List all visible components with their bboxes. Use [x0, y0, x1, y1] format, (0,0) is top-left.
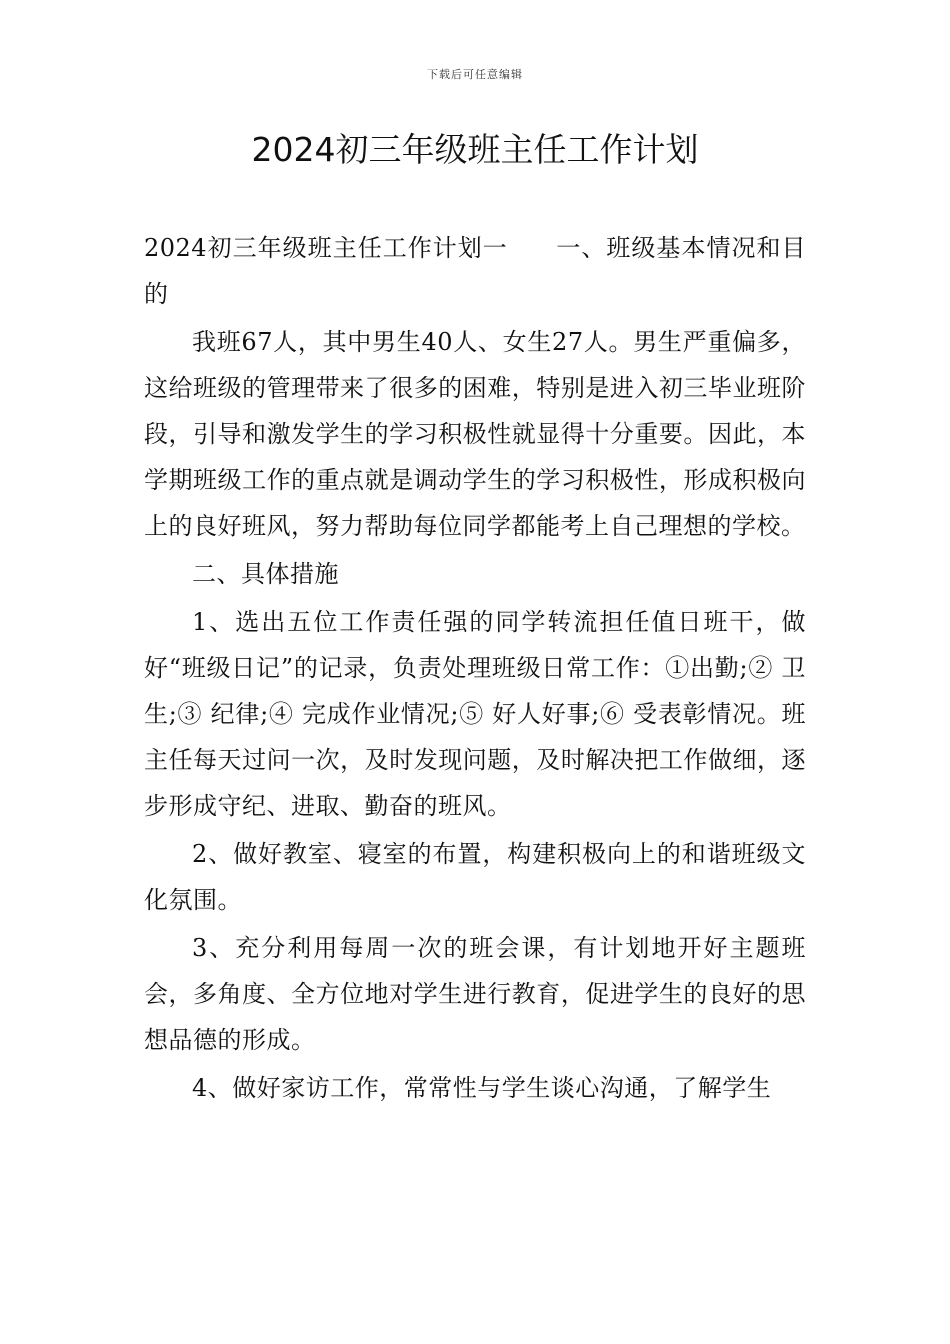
measure-item-4: 4、做好家访工作，常常性与学生谈心沟通，了解学生	[192, 1074, 772, 1102]
class-situation-paragraph: 我班67人，其中男生40人、女生27人。男生严重偏多，这给班级的管理带来了很多的困难，特别是进入初三毕业班阶段，引导和激发学生的学习积极性就显得十分重要。因此，本学期班级工作的重点就是调动学生的学习积极性，形成积极向上的良好班风，努力帮助每位同学都能考上自己理想的学校。	[144, 328, 806, 540]
measures-heading: 二、具体措施	[192, 560, 339, 588]
document-title: 2024初三年级班主任工作计划	[251, 130, 699, 169]
intro-heading: 一、班级基本情况和目的	[144, 234, 807, 308]
intro-lead: 2024初三年级班主任工作计划一	[144, 234, 508, 262]
measure-item-1: 1、选出五位工作责任强的同学转流担任值日班干，做好“班级日记”的记录，负责处理班级日常工作：①出勤;② 卫生;③ 纪律;④ 完成作业情况;⑤ 好人好事;⑥ 受表彰情况。班主任每天过问一次，及时发现问题，及时解决把工作做细，逐步形成守纪、进取、勤奋的班风。	[144, 608, 806, 820]
document-body	[144, 225, 806, 1113]
measure-item-3: 3、充分利用每周一次的班会课，有计划地开好主题班会，多角度、全方位地对学生进行教育，促进学生的良好的思想品德的形成。	[144, 934, 806, 1054]
measure-item-2: 2、做好教室、寝室的布置，构建积极向上的和谐班级文化氛围。	[144, 840, 806, 914]
header-note: 下载后可任意编辑	[427, 68, 523, 81]
intro-paragraph	[144, 225, 806, 317]
